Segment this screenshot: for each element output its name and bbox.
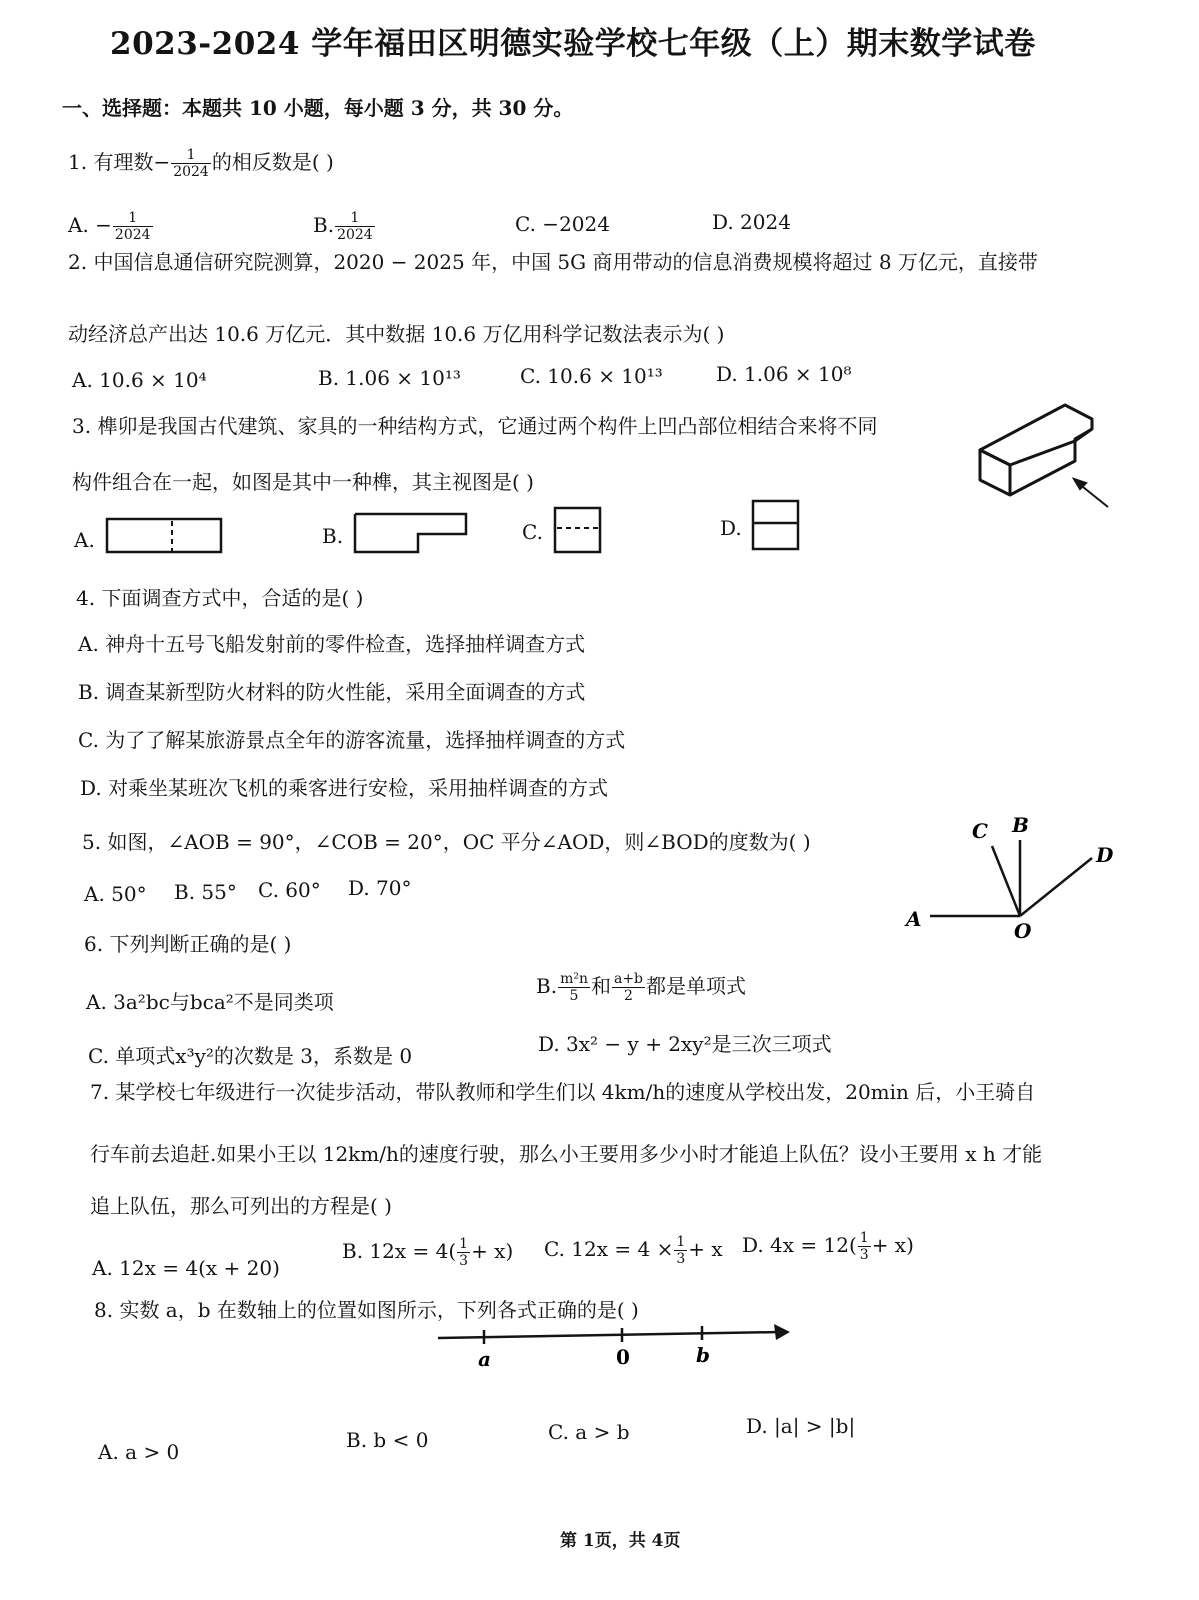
q4-option-a: A. 神舟十五号飞船发射前的零件检查，选择抽样调查方式 [78, 632, 586, 656]
label-o: O [1014, 919, 1032, 943]
q2-option-d: D. 1.06 × 10⁸ [716, 362, 852, 386]
q5-option-c: C. 60° [258, 878, 321, 902]
section-heading: 一、选择题：本题共 10 小题，每小题 3 分，共 30 分。 [62, 96, 574, 120]
q3-option-c: C. [522, 520, 543, 544]
q7-option-c: C. 12x = 4 × $\frac{1}{3}$ + x [544, 1234, 723, 1267]
q3-option-c-figure [552, 505, 604, 555]
q6-option-c: C. 单项式x³y²的次数是 3，系数是 0 [88, 1044, 413, 1068]
axis-label-b: b [696, 1343, 710, 1367]
q1-option-a: A. − $\frac{1}{2024}$ [68, 210, 151, 243]
q5-option-b: B. 55° [174, 880, 237, 904]
label-a: A [906, 907, 922, 931]
q7-option-b: B. 12x = 4( $\frac{1}{3}$ + x) [342, 1236, 514, 1269]
page-footer: 第 1页，共 4页 [560, 1531, 681, 1551]
question-2-line2: 动经济总产出达 10.6 万亿元．其中数据 10.6 万亿用科学记数法表示为( ) [68, 322, 725, 346]
angle-figure [900, 810, 1130, 950]
q5-option-d: D. 70° [348, 876, 412, 900]
q3-option-b: B. [322, 524, 344, 548]
q1-prefix: 1. 有理数− [68, 150, 171, 174]
q1-fraction: $\frac{1}{2024}$ [173, 147, 209, 180]
question-7-line1: 7. 某学校七年级进行一次徒步活动，带队教师和学生们以 4km/h的速度从学校出发，20min 后，小王骑自 [90, 1080, 1036, 1104]
q8-option-a: A. a > 0 [98, 1440, 180, 1464]
question-2-line1: 2. 中国信息通信研究院测算，2020 − 2025 年，中国 5G 商用带动的信息消费规模将超过 8 万亿元，直接带 [68, 250, 1038, 274]
q7-option-a: A. 12x = 4(x + 20) [92, 1256, 280, 1280]
question-3-line1: 3. 榫卯是我国古代建筑、家具的一种结构方式，它通过两个构件上凹凸部位相结合来将不同 [72, 414, 878, 438]
tenon-figure [970, 395, 1120, 515]
question-8-stem: 8. 实数 a，b 在数轴上的位置如图所示，下列各式正确的是( ) [94, 1298, 639, 1322]
q4-option-c: C. 为了了解某旅游景点全年的游客流量，选择抽样调查的方式 [78, 728, 626, 752]
q3-option-d-figure [750, 498, 802, 552]
q8-option-b: B. b < 0 [346, 1428, 429, 1452]
q2-option-a: A. 10.6 × 10⁴ [72, 368, 207, 392]
q6-option-b: B. $\frac{\text{m²n}}{5}$ 和 $\frac{a+b}{2}$ 都是单项式 [536, 971, 747, 1004]
q3-option-b-figure [352, 510, 472, 554]
question-1-stem [68, 146, 334, 180]
label-b: B [1012, 813, 1029, 837]
label-d: D [1096, 843, 1114, 867]
axis-label-zero: 0 [616, 1345, 630, 1369]
q6-option-d: D. 3x² − y + 2xy²是三次三项式 [538, 1032, 832, 1056]
label-c: C [972, 819, 988, 843]
question-5-stem: 5. 如图，∠AOB = 90°，∠COB = 20°，OC 平分∠AOD，则∠BOD的度数为( ) [82, 830, 811, 854]
axis-label-a: a [478, 1347, 491, 1371]
q3-option-d: D. [720, 516, 742, 540]
q8-option-c: C. a > b [548, 1420, 630, 1444]
q7-option-d: D. 4x = 12( $\frac{1}{3}$ + x) [742, 1230, 914, 1263]
q1-suffix: 的相反数是( ) [211, 150, 334, 174]
q2-option-b: B. 1.06 × 10¹³ [318, 366, 461, 390]
q4-option-d: D. 对乘坐某班次飞机的乘客进行安检，采用抽样调查的方式 [80, 776, 609, 800]
q5-option-a: A. 50° [84, 882, 147, 906]
number-line [430, 1318, 810, 1378]
q8-option-d: D. |a| > |b| [746, 1414, 856, 1438]
question-7-line3: 追上队伍，那么可列出的方程是( ) [90, 1194, 392, 1218]
q6-option-a: A. 3a²bc与bca²不是同类项 [86, 990, 334, 1014]
question-3-line2: 构件组合在一起，如图是其中一种榫，其主视图是( ) [72, 470, 534, 494]
q1-option-d: D. 2024 [712, 210, 791, 234]
q3-option-a-figure [104, 516, 224, 556]
question-7-line2: 行车前去追赶.如果小王以 12km/h的速度行驶，那么小王要用多少小时才能追上队伍？设小王要用 x h 才能 [90, 1142, 1043, 1166]
question-6-stem: 6. 下列判断正确的是( ) [84, 932, 292, 956]
q1-option-c: C. −2024 [515, 212, 610, 236]
question-4-stem: 4. 下面调查方式中，合适的是( ) [76, 586, 364, 610]
q2-option-c: C. 10.6 × 10¹³ [520, 364, 663, 388]
q1-option-b: B. $\frac{1}{2024}$ [313, 210, 373, 243]
q3-option-a: A. [74, 528, 95, 552]
q4-option-b: B. 调查某新型防火材料的防火性能，采用全面调查的方式 [78, 680, 586, 704]
page-title: 2023-2024 学年福田区明德实验学校七年级（上）期末数学试卷 [110, 26, 1036, 62]
